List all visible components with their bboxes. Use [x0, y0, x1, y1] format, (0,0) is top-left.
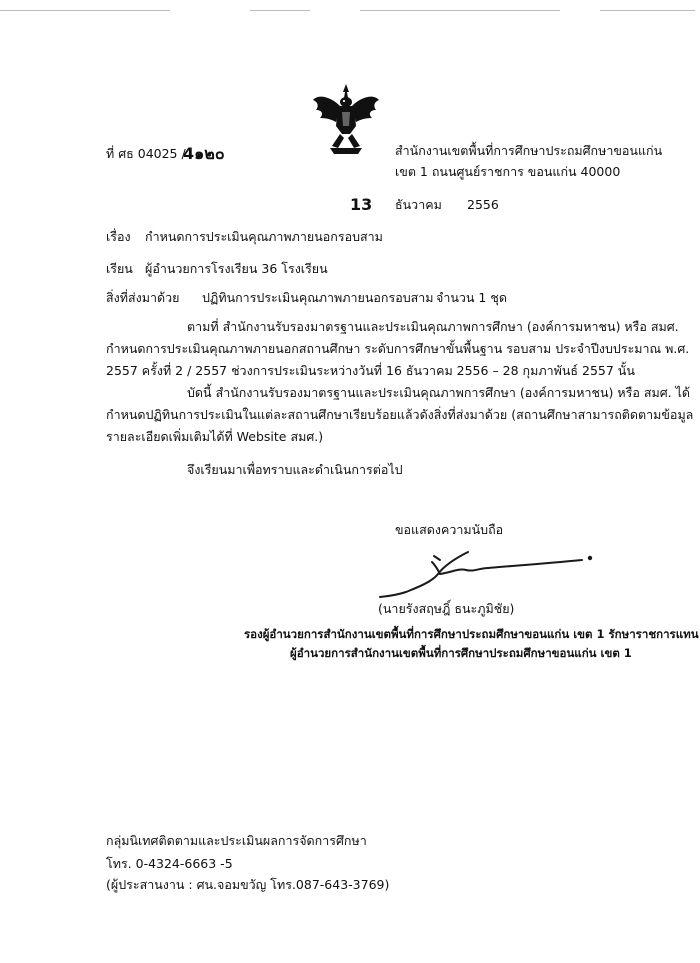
subject-text: กำหนดการประเมินคุณภาพภายนอกรอบสาม	[145, 229, 383, 244]
date-day-handwritten: 13	[350, 195, 373, 214]
body-paragraph-2-line: กำหนดปฏิทินการประเมินในแต่ละสถานศึกษาเรียบร้อยแล้วดังสิ่งที่ส่งมาด้วย (สถานศึกษาสามารถติดตามข้อมูล	[106, 407, 694, 422]
reference-number-handwritten: 4๑๒๐	[183, 144, 225, 163]
enclosure-quantity: จำนวน 1 ชุด	[436, 290, 507, 305]
signer-name: (นายรังสฤษฎิ์ ธนะภูมิชัย)	[378, 601, 515, 616]
body-paragraph-2-line: รายละเอียดเพิ่มเติมได้ที่ Website สมศ.)	[106, 429, 324, 444]
signer-title-line1: รองผู้อำนวยการสำนักงานเขตพื้นที่การศึกษาประถมศึกษาขอนแก่น เขต 1 รักษาราชการแทน	[244, 627, 699, 641]
subject-label: เรื่อง	[106, 229, 131, 244]
footer-unit: กลุ่มนิเทศติดตามและประเมินผลการจัดการศึกษา	[106, 833, 367, 848]
sender-office-line1: สำนักงานเขตพื้นที่การศึกษาประถมศึกษาขอนแก่น	[395, 143, 663, 158]
reference-number: ที่ ศธ 04025 /	[106, 146, 186, 161]
closing-request: จึงเรียนมาเพื่อทราบและดำเนินการต่อไป	[187, 462, 403, 477]
signer-title-line2: ผู้อำนวยการสำนักงานเขตพื้นที่การศึกษาประถมศึกษาขอนแก่น เขต 1	[290, 646, 632, 660]
enclosure-text: ปฏิทินการประเมินคุณภาพภายนอกรอบสาม	[202, 290, 434, 305]
body-paragraph-1-line: 2557 ครั้งที่ 2 / 2557 ช่วงการประเมินระหว่างวันที่ 16 ธันวาคม 2556 – 28 กุมภาพันธ์ 2557 นั้น	[106, 363, 635, 378]
body-paragraph-1	[106, 316, 690, 382]
body-paragraph-2-line: บัดนี้ สำนักงานรับรองมาตรฐานและประเมินคุณภาพการศึกษา (องค์การมหาชน) หรือ สมศ. ได้	[187, 385, 690, 400]
recipient-label: เรียน	[106, 261, 133, 276]
recipient-text: ผู้อำนวยการโรงเรียน 36 โรงเรียน	[145, 261, 328, 276]
signature-icon	[360, 548, 600, 600]
enclosure-label: สิ่งที่ส่งมาด้วย	[106, 290, 180, 305]
sender-office-line2: เขต 1 ถนนศูนย์ราชการ ขอนแก่น 40000	[395, 164, 621, 179]
garuda-emblem-icon	[310, 82, 382, 156]
body-paragraph-2	[106, 382, 694, 448]
footer-phone: โทร. 0-4324-6663 -5	[106, 856, 233, 871]
closing-salutation: ขอแสดงความนับถือ	[395, 522, 504, 537]
date-year: 2556	[467, 197, 499, 212]
body-paragraph-1-line: ตามที่ สำนักงานรับรองมาตรฐานและประเมินคุณภาพการศึกษา (องค์การมหาชน) หรือ สมศ.	[187, 319, 679, 334]
footer-coordinator: (ผู้ประสานงาน : ศน.จอมขวัญ โทร.087-643-3769)	[106, 877, 390, 892]
date-month: ธันวาคม	[395, 197, 442, 212]
body-paragraph-1-line: กำหนดการประเมินคุณภาพภายนอกสถานศึกษา ระดับการศึกษาขั้นพื้นฐาน รอบสาม ประจำปีงบประมาณ พ.ศ.	[106, 341, 690, 356]
